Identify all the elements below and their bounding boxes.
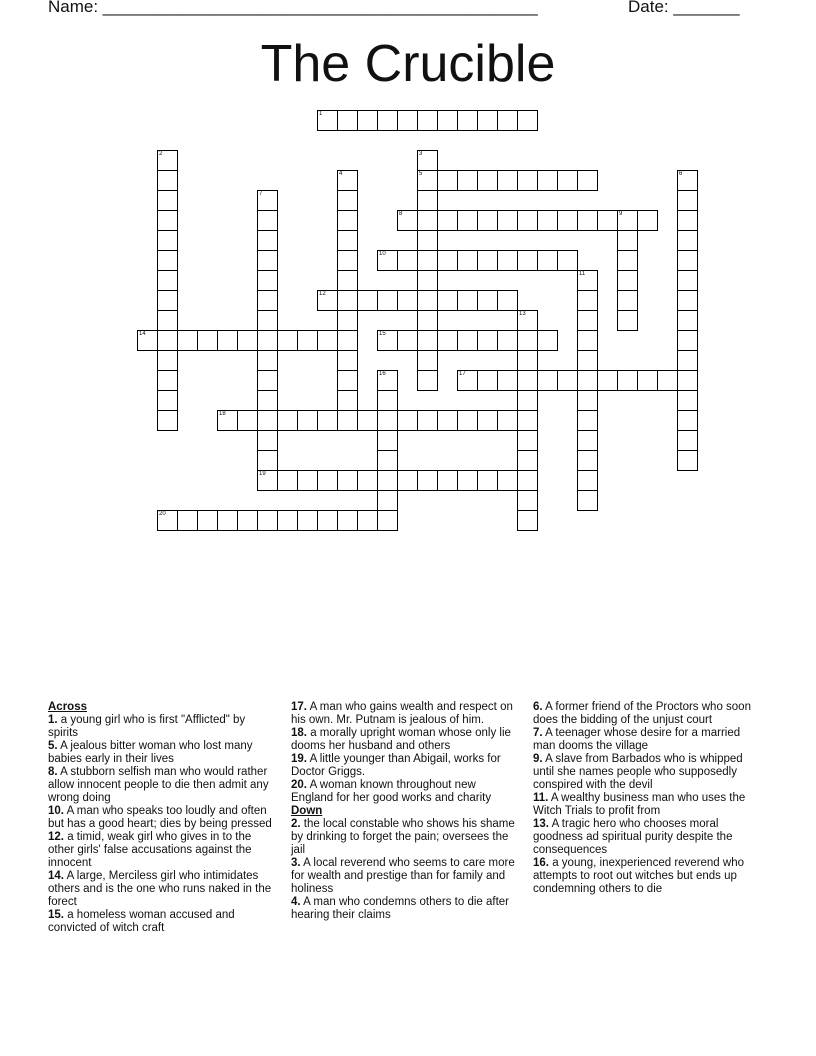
grid-cell[interactable] [397, 290, 418, 311]
clues-column-2 [291, 701, 517, 922]
grid-cell[interactable] [457, 170, 478, 191]
grid-cell[interactable] [577, 170, 598, 191]
grid-cell[interactable] [157, 390, 178, 411]
clues-column-1 [48, 701, 274, 935]
clue-down-13: 13. A tragic hero who chooses moral goodness ad spiritual purity despite the consequences [533, 818, 733, 856]
grid-cell[interactable] [617, 210, 638, 231]
grid-cell[interactable] [377, 430, 398, 451]
grid-cell[interactable] [357, 110, 378, 131]
grid-cell[interactable] [157, 170, 178, 191]
grid-cell[interactable] [517, 490, 538, 511]
clue-down-16: 16. a young, inexperienced reverend who attempts to root out witches but ends up condemning others to die [533, 857, 744, 895]
grid-cell[interactable] [417, 210, 438, 231]
grid-cell[interactable] [337, 390, 358, 411]
grid-cell[interactable] [377, 470, 398, 491]
grid-cell[interactable] [477, 170, 498, 191]
grid-cell[interactable] [457, 470, 478, 491]
grid-cell[interactable] [257, 290, 278, 311]
grid-cell[interactable] [257, 310, 278, 331]
grid-cell[interactable] [257, 430, 278, 451]
grid-cell[interactable] [517, 110, 538, 131]
grid-cell[interactable] [577, 450, 598, 471]
clue-number: 6 [679, 171, 683, 177]
grid-cell[interactable] [337, 330, 358, 351]
grid-cell[interactable] [517, 170, 538, 191]
grid-cell[interactable] [157, 310, 178, 331]
grid-cell[interactable] [617, 290, 638, 311]
grid-cell[interactable] [417, 170, 438, 191]
grid-cell[interactable] [557, 210, 578, 231]
grid-cell[interactable] [177, 330, 198, 351]
grid-cell[interactable] [357, 470, 378, 491]
grid-cell[interactable] [157, 250, 178, 271]
grid-cell[interactable] [517, 470, 538, 491]
grid-cell[interactable] [337, 230, 358, 251]
grid-cell[interactable] [477, 410, 498, 431]
grid-cell[interactable] [257, 390, 278, 411]
grid-cell[interactable] [437, 410, 458, 431]
grid-cell[interactable] [157, 190, 178, 211]
grid-cell[interactable] [497, 410, 518, 431]
grid-cell[interactable] [157, 330, 178, 351]
grid-cell[interactable] [577, 490, 598, 511]
grid-cell[interactable] [617, 250, 638, 271]
grid-cell[interactable] [537, 210, 558, 231]
clue-across-20: 20. A woman known throughout new England for her good works and charity [291, 779, 492, 804]
grid-cell[interactable] [377, 450, 398, 471]
grid-cell[interactable] [377, 390, 398, 411]
grid-cell[interactable] [417, 410, 438, 431]
grid-cell[interactable] [217, 410, 238, 431]
grid-cell[interactable] [397, 330, 418, 351]
grid-cell[interactable] [257, 450, 278, 471]
grid-cell[interactable] [417, 110, 438, 131]
grid-cell[interactable] [577, 270, 598, 291]
grid-cell[interactable] [257, 230, 278, 251]
grid-cell[interactable] [557, 250, 578, 271]
down-heading: Down [291, 805, 323, 817]
grid-cell[interactable] [357, 410, 378, 431]
grid-cell[interactable] [397, 250, 418, 271]
clue-number: 20 [159, 511, 166, 517]
grid-cell[interactable] [497, 250, 518, 271]
grid-cell[interactable] [437, 330, 458, 351]
grid-cell[interactable] [217, 330, 238, 351]
clue-across-19: 19. A little younger than Abigail, works for Doctor Griggs. [291, 753, 501, 778]
grid-cell[interactable] [157, 370, 178, 391]
grid-cell[interactable] [677, 210, 698, 231]
grid-cell[interactable] [517, 310, 538, 331]
grid-cell[interactable] [437, 170, 458, 191]
grid-cell[interactable] [677, 350, 698, 371]
grid-cell[interactable] [497, 210, 518, 231]
grid-cell[interactable] [477, 470, 498, 491]
grid-cell[interactable] [397, 470, 418, 491]
grid-cell[interactable] [517, 390, 538, 411]
grid-cell[interactable] [317, 510, 338, 531]
grid-cell[interactable] [337, 410, 358, 431]
grid-cell[interactable] [657, 370, 678, 391]
grid-cell[interactable] [577, 470, 598, 491]
grid-cell[interactable] [197, 510, 218, 531]
grid-cell[interactable] [317, 330, 338, 351]
grid-cell[interactable] [297, 330, 318, 351]
clue-number: 9 [619, 211, 623, 217]
grid-cell[interactable] [257, 250, 278, 271]
grid-cell[interactable] [497, 330, 518, 351]
grid-cell[interactable] [517, 450, 538, 471]
grid-cell[interactable] [277, 410, 298, 431]
grid-cell[interactable] [477, 110, 498, 131]
grid-cell[interactable] [377, 510, 398, 531]
grid-cell[interactable] [497, 110, 518, 131]
grid-cell[interactable] [377, 330, 398, 351]
clue-number: 17 [459, 371, 466, 377]
grid-cell[interactable] [197, 330, 218, 351]
grid-cell[interactable] [137, 330, 158, 351]
grid-cell[interactable] [157, 290, 178, 311]
grid-cell[interactable] [177, 510, 198, 531]
grid-cell[interactable] [157, 150, 178, 171]
grid-cell[interactable] [457, 110, 478, 131]
grid-cell[interactable] [537, 250, 558, 271]
grid-cell[interactable] [677, 370, 698, 391]
grid-cell[interactable] [317, 110, 338, 131]
grid-cell[interactable] [517, 510, 538, 531]
grid-cell[interactable] [577, 410, 598, 431]
clue-number: 4 [339, 171, 343, 177]
grid-cell[interactable] [297, 510, 318, 531]
clue-across-17: 17. A man who gains wealth and respect on his own. Mr. Putnam is jealous of him. [291, 701, 513, 726]
clue-down-4: 4. A man who condemns others to die after hearing their claims [291, 896, 509, 921]
grid-cell[interactable] [517, 330, 538, 351]
grid-cell[interactable] [337, 470, 358, 491]
grid-cell[interactable] [637, 210, 658, 231]
grid-cell[interactable] [157, 510, 178, 531]
grid-cell[interactable] [577, 210, 598, 231]
grid-cell[interactable] [357, 290, 378, 311]
grid-cell[interactable] [277, 510, 298, 531]
grid-cell[interactable] [157, 210, 178, 231]
grid-cell[interactable] [237, 510, 258, 531]
grid-cell[interactable] [677, 310, 698, 331]
grid-cell[interactable] [537, 330, 558, 351]
grid-cell[interactable] [577, 350, 598, 371]
grid-cell[interactable] [397, 110, 418, 131]
grid-cell[interactable] [157, 230, 178, 251]
clue-across-15: 15. a homeless woman accused and convicted of witch craft [48, 909, 235, 934]
grid-cell[interactable] [337, 110, 358, 131]
grid-cell[interactable] [537, 370, 558, 391]
clue-number: 13 [519, 311, 526, 317]
grid-cell[interactable] [317, 470, 338, 491]
grid-cell[interactable] [157, 270, 178, 291]
grid-cell[interactable] [477, 250, 498, 271]
grid-cell[interactable] [677, 190, 698, 211]
grid-cell[interactable] [517, 250, 538, 271]
grid-cell[interactable] [477, 290, 498, 311]
grid-cell[interactable] [277, 330, 298, 351]
grid-cell[interactable] [417, 370, 438, 391]
grid-cell[interactable] [417, 290, 438, 311]
grid-cell[interactable] [317, 290, 338, 311]
grid-cell[interactable] [677, 430, 698, 451]
grid-cell[interactable] [497, 470, 518, 491]
grid-cell[interactable] [517, 430, 538, 451]
grid-cell[interactable] [537, 170, 558, 191]
clue-number: 16 [379, 371, 386, 377]
clue-number: 2 [159, 151, 163, 157]
clue-across-10: 10. A man who speaks too loudly and often but has a good heart; dies by being pressed [48, 805, 272, 830]
grid-cell[interactable] [377, 490, 398, 511]
grid-cell[interactable] [337, 310, 358, 331]
grid-cell[interactable] [317, 410, 338, 431]
grid-cell[interactable] [617, 270, 638, 291]
clue-number: 10 [379, 251, 386, 257]
grid-cell[interactable] [337, 210, 358, 231]
grid-cell[interactable] [417, 230, 438, 251]
grid-cell[interactable] [337, 170, 358, 191]
grid-cell[interactable] [357, 510, 378, 531]
grid-cell[interactable] [677, 330, 698, 351]
clue-down-9: 9. A slave from Barbados who is whipped until she names people who supposedly conspired with the devil [533, 753, 743, 791]
clue-number: 18 [219, 411, 226, 417]
grid-cell[interactable] [237, 330, 258, 351]
grid-cell[interactable] [417, 310, 438, 331]
grid-cell[interactable] [257, 210, 278, 231]
grid-cell[interactable] [677, 230, 698, 251]
grid-cell[interactable] [437, 290, 458, 311]
grid-cell[interactable] [577, 390, 598, 411]
grid-cell[interactable] [377, 290, 398, 311]
clue-number: 1 [319, 111, 323, 117]
clue-number: 14 [139, 331, 146, 337]
grid-cell[interactable] [557, 170, 578, 191]
grid-cell[interactable] [437, 250, 458, 271]
clue-number: 19 [259, 471, 266, 477]
grid-cell[interactable] [337, 190, 358, 211]
grid-cell[interactable] [217, 510, 238, 531]
clue-down-7: 7. A teenager whose desire for a married man dooms the village [533, 727, 741, 752]
grid-cell[interactable] [517, 350, 538, 371]
date-field[interactable]: Date: _______ [628, 0, 740, 16]
grid-cell[interactable] [417, 350, 438, 371]
clue-down-2: 2. the local constable who shows his shame by drinking to forget the pain; oversees the jail [291, 818, 515, 856]
grid-cell[interactable] [377, 250, 398, 271]
grid-cell[interactable] [517, 370, 538, 391]
grid-cell[interactable] [477, 330, 498, 351]
grid-cell[interactable] [577, 290, 598, 311]
grid-cell[interactable] [497, 170, 518, 191]
clue-number: 5 [419, 171, 423, 177]
grid-cell[interactable] [517, 410, 538, 431]
clues-column-3 [533, 701, 759, 896]
grid-cell[interactable] [597, 370, 618, 391]
grid-cell[interactable] [577, 430, 598, 451]
grid-cell[interactable] [677, 410, 698, 431]
grid-cell[interactable] [337, 270, 358, 291]
grid-cell[interactable] [277, 470, 298, 491]
grid-cell[interactable] [257, 190, 278, 211]
grid-cell[interactable] [257, 270, 278, 291]
clue-across-12: 12. a timid, weak girl who gives in to the other girls' false accusations against the innocent [48, 831, 252, 869]
grid-cell[interactable] [417, 190, 438, 211]
grid-cell[interactable] [577, 310, 598, 331]
grid-cell[interactable] [337, 370, 358, 391]
grid-cell[interactable] [157, 350, 178, 371]
grid-cell[interactable] [257, 350, 278, 371]
clue-number: 3 [419, 151, 423, 157]
grid-cell[interactable] [577, 370, 598, 391]
grid-cell[interactable] [417, 150, 438, 171]
across-heading: Across [48, 701, 87, 713]
grid-cell[interactable] [617, 310, 638, 331]
grid-cell[interactable] [337, 250, 358, 271]
grid-cell[interactable] [397, 210, 418, 231]
grid-cell[interactable] [397, 410, 418, 431]
grid-cell[interactable] [617, 370, 638, 391]
grid-cell[interactable] [677, 170, 698, 191]
name-field[interactable]: Name: ______________________________________________ [48, 0, 538, 16]
grid-cell[interactable] [597, 210, 618, 231]
grid-cell[interactable] [517, 210, 538, 231]
grid-cell[interactable] [677, 290, 698, 311]
grid-cell[interactable] [297, 410, 318, 431]
grid-cell[interactable] [457, 210, 478, 231]
grid-cell[interactable] [617, 230, 638, 251]
clue-number: 8 [399, 211, 403, 217]
clue-across-14: 14. A large, Merciless girl who intimidates others and is the one who runs naked in the forect [48, 870, 272, 908]
clue-down-3: 3. A local reverend who seems to care more for wealth and prestige than for family and holiness [291, 857, 515, 895]
grid-cell[interactable] [437, 470, 458, 491]
page-title: The Crucible [260, 35, 556, 93]
clue-number: 7 [259, 191, 263, 197]
grid-cell[interactable] [677, 270, 698, 291]
grid-cell[interactable] [557, 370, 578, 391]
grid-cell[interactable] [157, 410, 178, 431]
clue-across-5: 5. A jealous bitter woman who lost many babies early in their lives [48, 740, 253, 765]
clue-number: 12 [319, 291, 326, 297]
grid-cell[interactable] [457, 370, 478, 391]
grid-cell[interactable] [237, 410, 258, 431]
clue-down-6: 6. A former friend of the Proctors who soon does the bidding of the unjust court [533, 701, 751, 726]
clue-across-8: 8. A stubborn selfish man who would rather allow innocent people to die then admit any wrong doing [48, 766, 269, 804]
grid-cell[interactable] [637, 370, 658, 391]
grid-cell[interactable] [457, 290, 478, 311]
grid-cell[interactable] [257, 510, 278, 531]
clue-across-18: 18. a morally upright woman whose only lie dooms her husband and others [291, 727, 511, 752]
clue-number: 11 [579, 271, 586, 277]
grid-cell[interactable] [377, 370, 398, 391]
grid-cell[interactable] [497, 290, 518, 311]
grid-cell[interactable] [457, 330, 478, 351]
grid-cell[interactable] [437, 210, 458, 231]
clue-down-11: 11. A wealthy business man who uses the Witch Trials to profit from [533, 792, 746, 817]
grid-cell[interactable] [257, 330, 278, 351]
grid-cell[interactable] [677, 250, 698, 271]
grid-cell[interactable] [677, 450, 698, 471]
grid-cell[interactable] [377, 410, 398, 431]
grid-cell[interactable] [257, 370, 278, 391]
grid-cell[interactable] [457, 250, 478, 271]
grid-cell[interactable] [377, 110, 398, 131]
clue-number: 15 [379, 331, 386, 337]
grid-cell[interactable] [337, 510, 358, 531]
grid-cell[interactable] [497, 370, 518, 391]
grid-cell[interactable] [257, 470, 278, 491]
grid-cell[interactable] [417, 330, 438, 351]
grid-cell[interactable] [337, 350, 358, 371]
grid-cell[interactable] [577, 330, 598, 351]
grid-cell[interactable] [677, 390, 698, 411]
grid-cell[interactable] [477, 370, 498, 391]
clue-across-1: 1. a young girl who is first "Afflicted" by spirits [48, 714, 246, 739]
grid-cell[interactable] [257, 410, 278, 431]
grid-cell[interactable] [417, 470, 438, 491]
grid-cell[interactable] [417, 250, 438, 271]
grid-cell[interactable] [417, 270, 438, 291]
grid-cell[interactable] [297, 470, 318, 491]
grid-cell[interactable] [457, 410, 478, 431]
grid-cell[interactable] [337, 290, 358, 311]
grid-cell[interactable] [437, 110, 458, 131]
grid-cell[interactable] [477, 210, 498, 231]
